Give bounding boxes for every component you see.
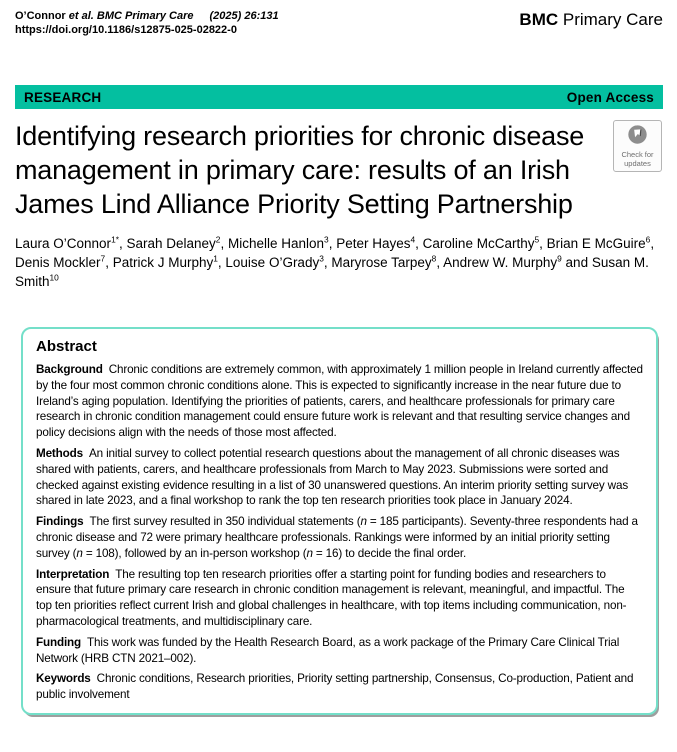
section-label: Methods xyxy=(36,446,83,460)
author-name: Peter Hayes xyxy=(336,236,411,251)
section-text: n xyxy=(76,546,83,560)
article-type-banner xyxy=(15,85,663,109)
section-text: An initial survey to collect potential research questions about the management of all chronic diseases was shared with patients, carers, and healthcare professionals from March to May 2023. Submissions were sorted and checked against existing evidence resulting in a list of 30 unanswered questions. An interim priority setting survey was shared in late 2023, and a final workshop to rank the top ten research priorities took place in January 2024. xyxy=(36,446,629,508)
section-text: Chronic conditions, Research priorities, Priority setting partnership, Consensus, Co-production, Patient and public involvement xyxy=(36,672,634,702)
author-name: Patrick J Murphy xyxy=(112,255,214,270)
abstract-section-keywords xyxy=(36,671,643,703)
article-title: Identifying research priorities for chronic disease management in primary care: results of an Irish James Lind Alliance Priority Setting Partnership xyxy=(15,121,585,219)
author-affiliation-superscript: 4 xyxy=(410,234,416,245)
abstract-box xyxy=(21,327,658,715)
section-text: = 16) to decide the final order. xyxy=(312,546,467,560)
section-label: Keywords xyxy=(36,672,91,686)
abstract-section-methods xyxy=(36,446,643,509)
citation-block xyxy=(15,10,279,37)
page-header xyxy=(15,10,663,37)
doi-link[interactable]: https://doi.org/10.1186/s12875-025-02822-0 xyxy=(15,23,237,36)
check-for-updates-label: Check for updates xyxy=(621,150,654,168)
author-name: Michelle Hanlon xyxy=(227,236,325,251)
author-affiliation-superscript: 3 xyxy=(324,234,329,245)
author-affiliation-superscript: 3 xyxy=(319,253,324,264)
author-affiliation-superscript: 5 xyxy=(534,234,540,245)
author-affiliation-superscript: 1 xyxy=(213,253,218,264)
section-label: Findings xyxy=(36,515,84,529)
section-text: The first survey resulted in 350 individual statements ( xyxy=(89,515,361,529)
author-affiliation-superscript: 2 xyxy=(215,234,221,245)
author-affiliation-superscript: 6 xyxy=(645,234,651,245)
author-name: Laura O’Connor xyxy=(15,236,112,251)
author-name: Denis Mockler xyxy=(15,255,101,270)
abstract-sections xyxy=(36,362,643,703)
author-affiliation-superscript: 7 xyxy=(100,253,106,264)
author-name: Andrew W. Murphy xyxy=(443,255,558,270)
author-name: Brian E McGuire xyxy=(546,236,646,251)
author-name: Maryrose Tarpey xyxy=(331,255,432,270)
author-name: Sarah Delaney xyxy=(126,236,216,251)
citation-line xyxy=(15,10,279,24)
author-list: Laura O’Connor$^{1*}$, Sarah Delaney$^2$, Michelle Hanlon$^3$, Peter Hayes$^4$, Caroline McCarthy$^5$, Brian E McGuire$^6$, Denis Mockler$^7$, Patrick J Murphy$^1$, Louise O’Grady$^3$, Maryrose Tarpey$^8$, Andrew W. Murphy$^9$ and Susan M. Smith$^{10}$ xyxy=(15,234,655,289)
author-affiliation-superscript: 1* xyxy=(111,234,119,245)
section-label: Funding xyxy=(36,635,82,649)
abstract-section-findings xyxy=(36,514,643,561)
crossmark-circle-icon xyxy=(627,132,648,149)
author-name: Louise O’Grady xyxy=(225,255,320,270)
citation-journal-italic: et al. BMC Primary Care xyxy=(68,10,194,22)
citation-author: O’Connor xyxy=(15,10,69,22)
section-text: This work was funded by the Health Research Board, as a work package of the Primary Care Clinical Trial Network (HRB CTN 2021–002). xyxy=(36,635,620,665)
abstract-section-background xyxy=(36,362,643,441)
abstract-heading: Abstract xyxy=(36,338,97,355)
title-row xyxy=(15,119,663,221)
section-text: The resulting top ten research priorities offer a starting point for funding bodies and researchers to ensure that future primary care research in chronic condition management is relevant, meaningful, and impactful. The top ten priorities reflect current Irish and global challenges in healthcare, with top items including communication, non-pharmacological treatments, and multidisciplinary care. xyxy=(36,567,627,628)
section-text: = 185 participants). Seventy-three respondents had a chronic disease and 72 were primary healthcare professionals. Rankings were informed by an initial priority setting survey ( xyxy=(36,515,638,560)
section-text: n xyxy=(306,546,313,560)
author-affiliation-superscript: 9 xyxy=(557,253,562,264)
author-name: Caroline McCarthy xyxy=(422,236,535,251)
author-affiliation-superscript: 10 xyxy=(49,272,59,283)
citation-volume-ref: (2025) 26:131 xyxy=(209,10,279,22)
check-for-updates-badge[interactable] xyxy=(613,120,662,172)
author-affiliation-superscript: 8 xyxy=(431,253,437,264)
abstract-section-interpretation xyxy=(36,567,643,630)
journal-logo-bmc: BMC xyxy=(519,10,559,29)
abstract-section-funding xyxy=(36,635,643,667)
journal-logo xyxy=(519,10,663,30)
author-name: Susan M. Smith xyxy=(15,255,649,289)
section-text: Chronic conditions are extremely common, with approximately 1 million people in Ireland currently affected by the four most common chronic conditions alone. This is expected to significantly increase in the near future due to Ireland’s aging population. Identifying the priorities of patients, carers, and healthcare professionals for primary care research in chronic condition management could ensure future work is relevant and that resulting service changes and policy decisions align with the needs of those most affected. xyxy=(36,363,643,440)
section-text: = 108), followed by an in-person workshop ( xyxy=(82,546,307,560)
section-label: Background xyxy=(36,363,103,376)
article-type-label: RESEARCH xyxy=(24,89,102,105)
section-label: Interpretation xyxy=(36,567,110,581)
open-access-label: Open Access xyxy=(566,89,654,105)
journal-logo-name: Primary Care xyxy=(558,10,663,29)
section-text: n xyxy=(360,515,367,529)
